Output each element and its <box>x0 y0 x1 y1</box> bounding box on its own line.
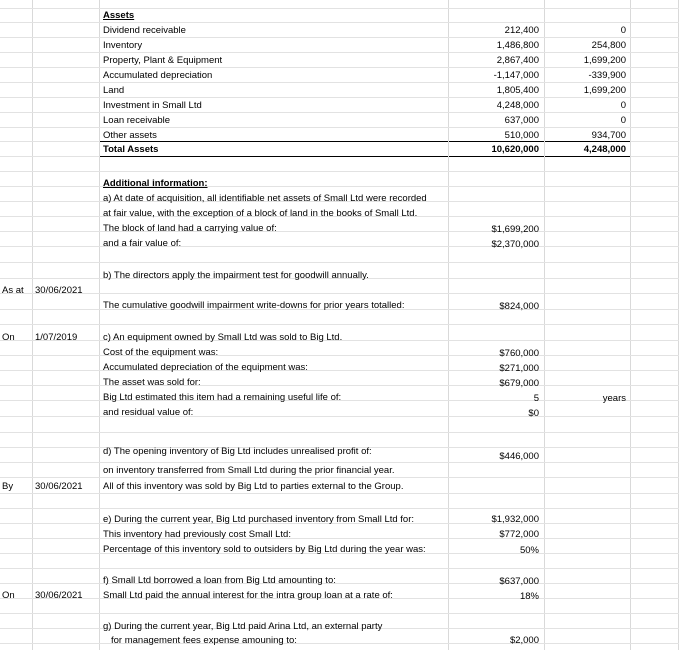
asset-small-value: 934,700 <box>591 130 626 141</box>
row-line <box>0 493 679 494</box>
row-line <box>0 613 679 614</box>
row-line <box>0 324 679 325</box>
note-a-line3: The block of land had a carrying value of: <box>103 223 277 234</box>
row-line <box>0 583 679 584</box>
asset-small-value: 1,699,200 <box>583 55 626 66</box>
asset-small-value: 0 <box>620 25 626 36</box>
note-c-line3: Accumulated depreciation of the equipment was: <box>103 362 308 373</box>
asset-big-value: 212,400 <box>504 25 539 36</box>
assets-header: Assets <box>103 10 135 21</box>
note-e-line3: Percentage of this inventory sold to outsiders by Big Ltd during the year was: <box>103 544 426 555</box>
row-line <box>0 22 679 23</box>
asset-label: Inventory <box>103 40 143 51</box>
note-c-line6: and residual value of: <box>103 407 194 418</box>
note-b-line1: b) The directors apply the impairment test for goodwill annually. <box>103 270 369 281</box>
note-c-line1: c) An equipment owned by Small Ltd was sold to Big Ltd. <box>103 332 343 343</box>
row-line <box>0 67 679 68</box>
row-line <box>0 385 679 386</box>
row-line <box>0 82 679 83</box>
row-line <box>0 186 679 187</box>
note-f-loan-value: $637,000 <box>499 576 539 587</box>
asset-big-value: 4,248,000 <box>496 100 539 111</box>
note-f-prefix: On <box>2 590 15 601</box>
note-b-line2: The cumulative goodwill impairment write-downs for prior years totalled: <box>103 300 405 311</box>
note-f-rate: 18% <box>519 591 539 602</box>
note-c-date: 1/07/2019 <box>35 332 78 343</box>
row-line <box>0 246 679 247</box>
note-c-prefix: On <box>2 332 15 343</box>
row-line <box>0 477 679 478</box>
row-line <box>0 127 679 128</box>
note-a-fair-value: $2,370,000 <box>491 239 539 250</box>
row-line <box>0 37 679 38</box>
note-a-carrying-value: $1,699,200 <box>491 224 539 235</box>
total-assets-small: 4,248,000 <box>583 144 626 155</box>
note-c-line2: Cost of the equipment was: <box>103 347 219 358</box>
note-e-cost-value: $772,000 <box>499 529 539 540</box>
asset-big-value: -1,147,000 <box>493 70 539 81</box>
note-g-line1: g) During the current year, Big Ltd paid Arina Ltd, an external party <box>103 621 383 632</box>
note-f-line2: Small Ltd paid the annual interest for the intra group loan at a rate of: <box>103 590 393 601</box>
note-d-line1: d) The opening inventory of Big Ltd includes unrealised profit of: <box>103 446 372 457</box>
row-line <box>0 643 679 644</box>
row-line <box>0 370 679 371</box>
note-c-depreciation: $271,000 <box>499 363 539 374</box>
row-line <box>0 52 679 53</box>
note-f-date: 30/06/2021 <box>35 590 83 601</box>
asset-label: Investment in Small Ltd <box>103 100 202 111</box>
row-line <box>0 262 679 263</box>
additional-info-header: Additional information: <box>103 178 208 189</box>
note-c-residual: $0 <box>528 408 539 419</box>
row-line <box>0 538 679 539</box>
note-b-date: 30/06/2021 <box>35 285 83 296</box>
asset-small-value: 1,699,200 <box>583 85 626 96</box>
row-line <box>0 462 679 463</box>
asset-label: Dividend receivable <box>103 25 186 36</box>
asset-small-value: 0 <box>620 115 626 126</box>
note-c-useful-life: 5 <box>533 393 539 404</box>
row-line <box>0 112 679 113</box>
note-d-date: 30/06/2021 <box>35 481 83 492</box>
asset-label: Loan receivable <box>103 115 171 126</box>
row-line <box>0 568 679 569</box>
row-line <box>0 355 679 356</box>
note-e-percentage: 50% <box>519 545 539 556</box>
asset-label: Property, Plant & Equipment <box>103 55 223 66</box>
row-line <box>0 171 679 172</box>
note-e-purchase-value: $1,932,000 <box>491 514 539 525</box>
note-e-line1: e) During the current year, Big Ltd purchased inventory from Small Ltd for: <box>103 514 415 525</box>
note-d-value: $446,000 <box>499 451 539 462</box>
row-line <box>0 432 679 433</box>
asset-label: Land <box>103 85 125 96</box>
note-a-line2: at fair value, with the exception of a block of land in the books of Small Ltd. <box>103 208 418 219</box>
asset-label: Other assets <box>103 130 157 141</box>
total-assets-label: Total Assets <box>103 144 159 155</box>
row-line <box>0 508 679 509</box>
note-c-sale-price: $679,000 <box>499 378 539 389</box>
asset-small-value: 254,800 <box>591 40 626 51</box>
note-d-line3: All of this inventory was sold by Big Ltd to parties external to the Group. <box>103 481 404 492</box>
note-b-value: $824,000 <box>499 301 539 312</box>
note-g-value: $2,000 <box>509 635 539 646</box>
note-b-prefix: As at <box>2 285 24 296</box>
asset-small-value: 0 <box>620 100 626 111</box>
row-line <box>0 293 679 294</box>
note-c-line5: Big Ltd estimated this item had a remaining useful life of: <box>103 392 342 403</box>
row-line <box>0 97 679 98</box>
note-g-line2: for management fees expense amouning to: <box>111 635 297 646</box>
total-assets-big: 10,620,000 <box>491 144 539 155</box>
asset-big-value: 637,000 <box>504 115 539 126</box>
asset-big-value: 510,000 <box>504 130 539 141</box>
asset-small-value: -339,900 <box>588 70 626 81</box>
note-a-line1: a) At date of acquisition, all identifiable net assets of Small Ltd were recorded <box>103 193 427 204</box>
asset-label: Accumulated depreciation <box>103 70 213 81</box>
note-c-line4: The asset was sold for: <box>103 377 201 388</box>
note-d-prefix: By <box>2 481 14 492</box>
note-e-line2: This inventory had previously cost Small Ltd: <box>103 529 291 540</box>
asset-big-value: 2,867,400 <box>496 55 539 66</box>
row-line <box>0 416 679 417</box>
row-line <box>0 8 679 9</box>
note-d-line2: on inventory transferred from Small Ltd during the prior financial year. <box>103 465 395 476</box>
asset-big-value: 1,805,400 <box>496 85 539 96</box>
note-c-years-unit: years <box>602 393 626 404</box>
row-line <box>0 231 679 232</box>
note-a-line4: and a fair value of: <box>103 238 182 249</box>
note-f-line1: f) Small Ltd borrowed a loan from Big Ltd amounting to: <box>103 575 336 586</box>
note-c-cost: $760,000 <box>499 348 539 359</box>
asset-big-value: 1,486,800 <box>496 40 539 51</box>
